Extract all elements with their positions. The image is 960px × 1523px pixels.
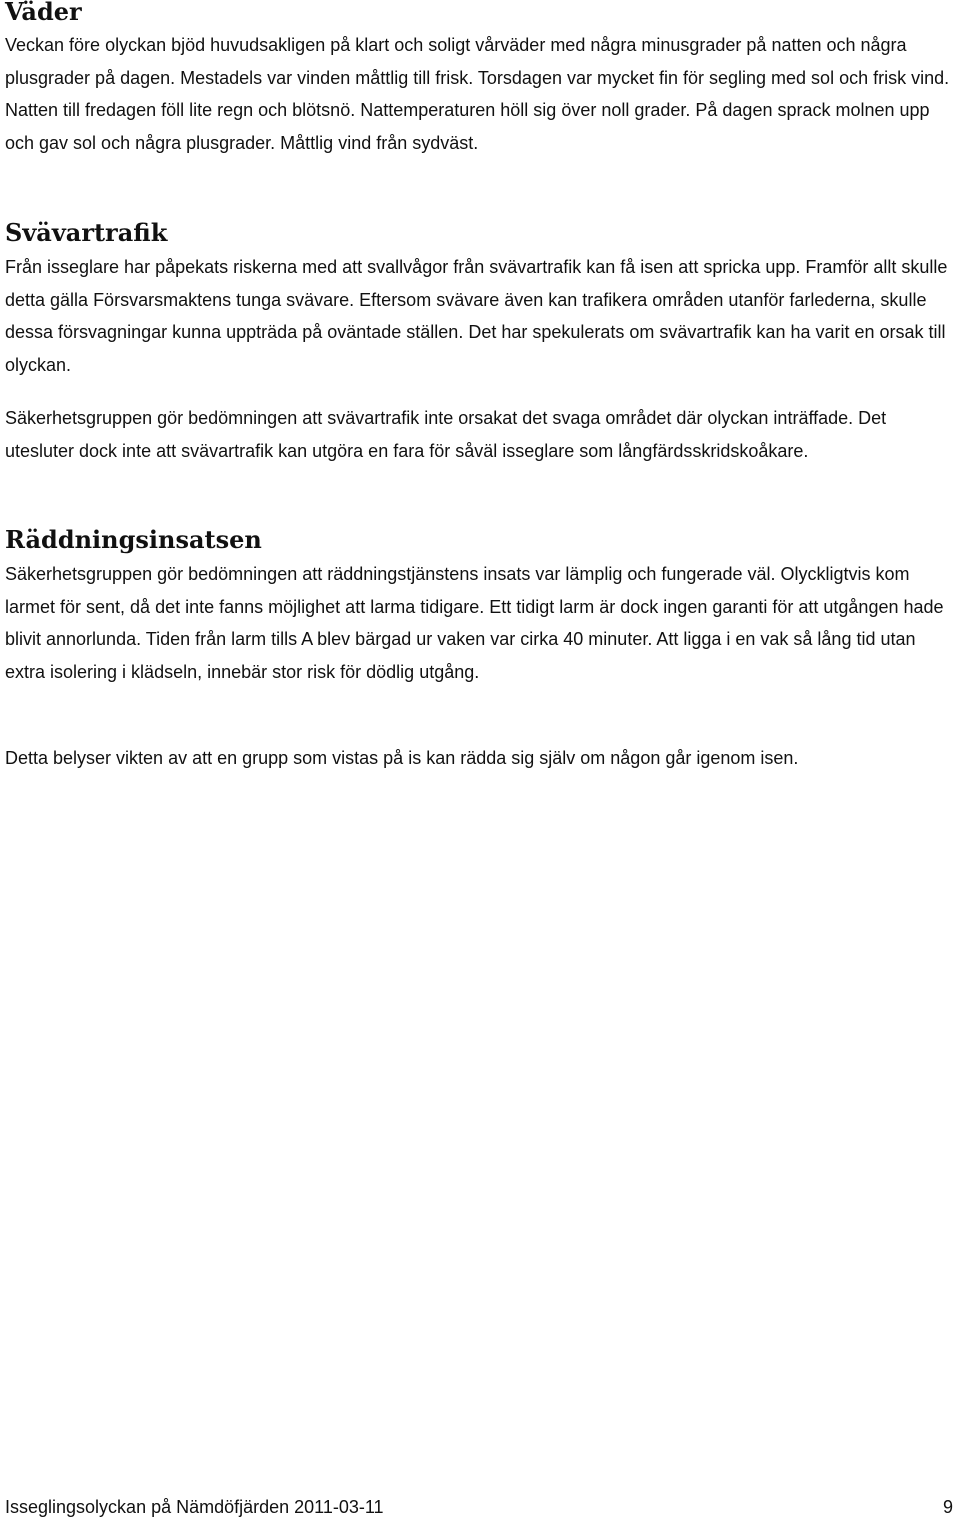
footer-title: Isseglingsolyckan på Nämdöfjärden 2011-03-11 xyxy=(5,1497,384,1517)
paragraph-svavartrafik-1: Från isseglare har påpekats riskerna med att svallvågor från svävartrafik kan få isen att spricka upp. Framför allt skulle detta gälla Försvarsmaktens tunga svävare. Eftersom svävare även kan trafikera områden utanför farlederna, skulle dessa försvagningar kunna uppträda på oväntade ställen. Det har spekulerats om svävartrafik kan ha varit en orsak till olyckan. xyxy=(5,257,948,375)
paragraph-raddningsinsatsen-1: Säkerhetsgruppen gör bedömningen att räddningstjänstens insats var lämplig och fungerade väl. Olyckligtvis kom larmet för sent, då det inte fanns möjlighet att larma tidigare. Ett tidigt larm är dock ingen garanti för att utgången hade blivit annorlunda. Tiden från larm tills A blev bärgad ur vaken var cirka 40 minuter. Att ligga i en vak så lång tid utan extra isolering i klädseln, innebär stor risk för dödlig utgång. xyxy=(5,564,944,682)
section-heading-vader: Väder xyxy=(5,0,82,26)
paragraph-raddningsinsatsen-2: Detta belyser vikten av att en grupp som vistas på is kan rädda sig själv om någon går igenom isen. xyxy=(5,748,799,768)
section-heading-raddningsinsatsen: Räddningsinsatsen xyxy=(5,525,262,554)
page-number: 9 xyxy=(942,1497,953,1517)
page-footer xyxy=(5,1495,953,1519)
paragraph-svavartrafik-2: Säkerhetsgruppen gör bedömningen att svävartrafik inte orsakat det svaga området där olyckan inträffade. Det utesluter dock inte att svävartrafik kan utgöra en fara för såväl isseglare som långfärdsskridskoåkare. xyxy=(5,408,887,461)
paragraph-vader: Veckan före olyckan bjöd huvudsakligen på klart och soligt vårväder med några minusgrader på natten och några plusgrader på dagen. Mestadels var vinden måttlig till frisk. Torsdagen var mycket fin för segling med sol och frisk vind. Natten till fredagen föll lite regn och blötsnö. Nattemperaturen höll sig över noll grader. På dagen sprack molnen upp och gav sol och några plusgrader. Måttlig vind från sydväst. xyxy=(5,35,950,153)
section-heading-svavartrafik: Svävartrafik xyxy=(5,218,168,247)
